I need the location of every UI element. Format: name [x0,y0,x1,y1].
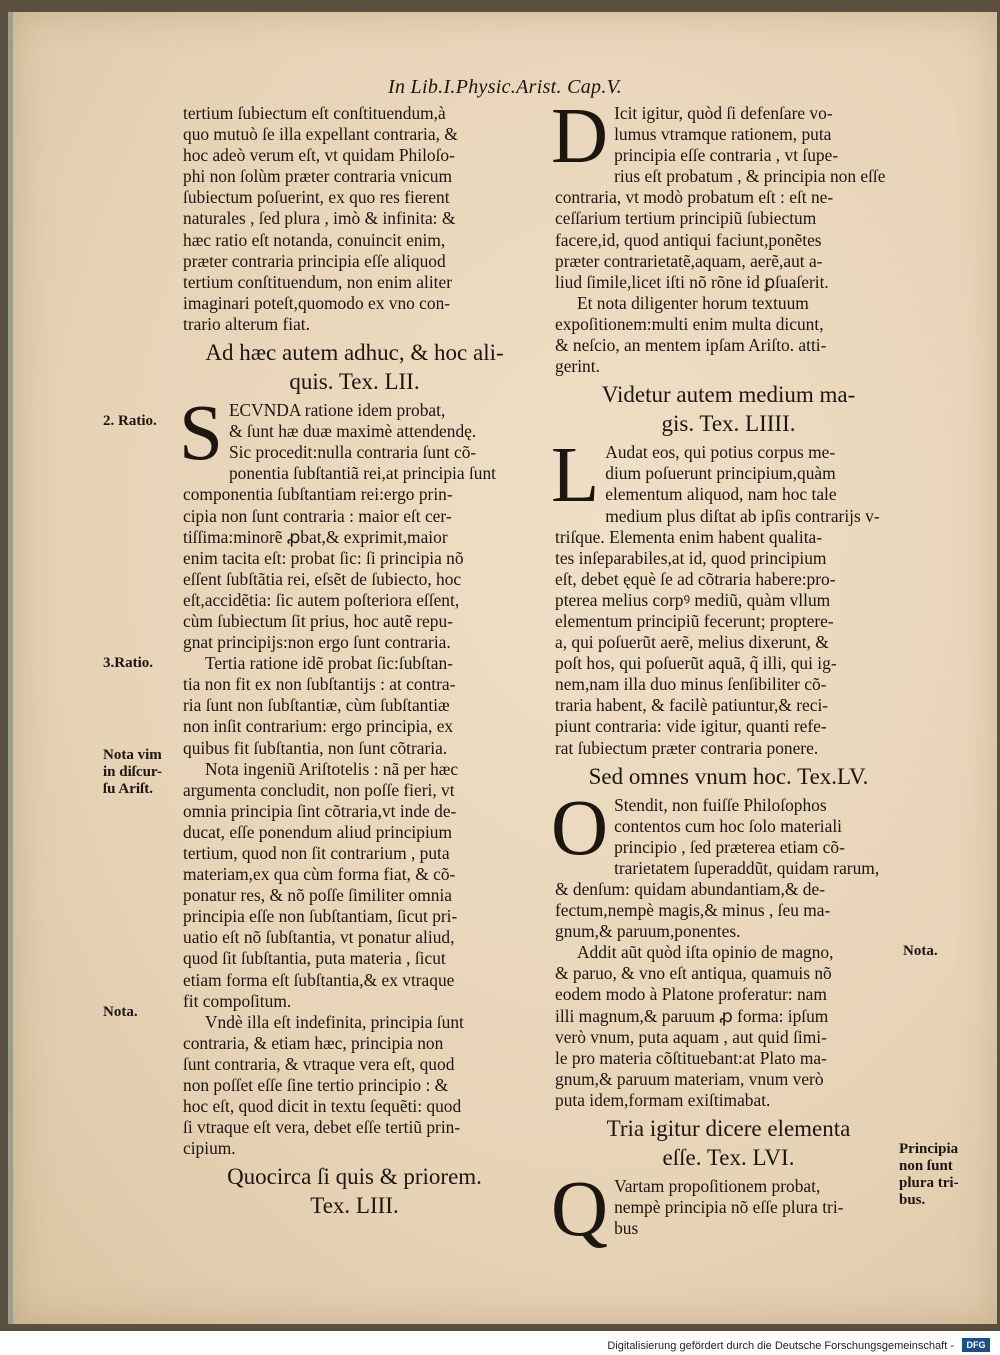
footer-credit: Digitalisierung gefördert durch die Deutsche Forschungsgemeinschaft - [607,1340,954,1352]
text-line: ſunt contraria, & vtraque vera eſt, quod [183,1053,455,1074]
text-line: Nota vim [103,747,162,763]
right-heading-3 [555,1114,902,1172]
text-line: cipia non ſunt contraria : maior eſt cer- [183,505,452,526]
right-para-6 [551,1166,902,1254]
text-line: tia non fit ex non ſubſtantijs : at contra- [183,674,456,695]
text-line: verò vnum, puta aquam , aut quid ſimi- [555,1026,827,1047]
text-line: nempè principia nõ eſſe plura tri- [614,1197,844,1218]
text-line: eſſent ſubſtãtia rei, eſsẽt de ſubiecto, hoc [183,568,462,589]
margin-note-nota-vim [103,747,162,798]
text-line: principia eſſe contraria , vt ſupe- [614,145,839,166]
text-line: lumus vtramque rationem, puta [614,124,832,145]
dropcap-l: L [551,432,600,520]
text-line: gnum,& paruum materiam, vnum verò [555,1068,824,1089]
left-heading-2 [183,1162,526,1220]
text-line: tertium conſtituendum, non enim aliter [183,271,453,292]
text-line: imaginari poteſt,quomodo ex vno con- [183,292,451,313]
text-line: argumenta concludit, non poſſe fieri, vt [183,779,455,800]
text-line: naturales , ſed plura , imò & infinita: & [183,208,456,229]
text-line: ceſſarium tertium principiũ ſubiectum [555,208,817,229]
text-line: contentos cum hoc ſolo materiali [614,815,843,836]
text-line: gerint. [555,356,600,377]
text-line: Videtur autem medium ma- [601,382,856,408]
text-line: quibus fit ſubſtantia, non ſunt cõtraria. [183,737,448,758]
text-line: puta idem,formam exiſtimabat. [555,1089,771,1110]
text-line: tiſſima:minorẽ ꝓbat,& exprimit,maior [183,526,448,547]
text-line: in diſcur- [103,764,163,780]
text-line: Et nota diligenter horum textuum [577,292,809,313]
text-line: elementum aliquod, nam hoc tale [605,484,837,505]
text-line: ducat, eſſe ponendum aliud principium [183,821,453,842]
text-line: uatio eſt nõ ſubſtantia, vt ponatur aliud, [183,927,455,948]
text-line: non poſſet eſſe ſine tertio principio : & [183,1075,449,1096]
text-line: plura tri- [899,1175,959,1191]
left-heading-1 [183,338,526,396]
text-line: Icit igitur, quòd ſi defenſare vo- [614,103,833,123]
text-line: hoc eſt, quod dicit in textu ſequẽti: quod [183,1096,462,1117]
text-line: omnia principia ſint cõtraria,vt inde de- [183,800,457,821]
text-line: principio , ſed præterea etiam cõ- [614,836,845,857]
text-line: componentia ſubſtantiam rei:ergo prin- [183,484,453,505]
margin-note-nota-right: Nota. [903,943,938,959]
left-para-2-text [183,400,526,653]
text-line: eſt,accidẽtia: ſic autem poſteriora eſſent, [183,589,460,610]
text-line: etiam forma eſt ſubſtantia,& ex vtraque [183,969,455,990]
text-line: a, qui poſuerũt aerẽ, melius dixerunt, & [555,632,829,653]
right-para-3 [551,432,902,758]
text-line: ſubiectum poſuerint, ex quo res fierent [183,187,450,208]
text-line: & neſcio, an mentem ipſam Ariſto. atti- [555,335,827,356]
text-line: Ad hæc autem adhuc, & hoc ali- [205,340,504,366]
right-column [551,93,902,1254]
text-line: enim tacita eſt: probat ſic: ſi principia nõ [183,547,464,568]
dfg-logo: DFG [962,1338,990,1352]
text-line: hæc ratio eſt notanda, conuincit enim, [183,229,446,250]
text-line: non ſunt [899,1158,953,1174]
text-line: quod ſit ſubſtantia, puta materia , ſicut [183,948,446,969]
left-para-5 [183,1012,526,1160]
text-line: illi magnum,& paruum ꝓ forma: ipſum [555,1005,829,1026]
right-para-1 [551,93,902,293]
left-para-1 [183,103,526,335]
running-head: In Lib.I.Physic.Arist. Cap.V. [388,76,622,98]
text-line: quo mutuò ſe illa expellant contraria, & [183,124,458,145]
text-line: ſi vtraque eſt vera, debet eſſe tertiũ prin- [183,1117,461,1138]
text-line: traria habent, & facilè patiuntur,& reci- [555,695,829,716]
right-para-5 [555,942,902,1111]
text-line: gis. Tex. LIIII. [661,411,796,437]
right-para-3-text [555,442,902,758]
text-line: Addit aũt quòd iſta opinio de magno, [577,942,834,963]
text-line: contraria, & etiam hæc, principia non [183,1032,444,1053]
dropcap-s: S [179,390,223,478]
text-line: poſt hos, qui poſuerũt aquã, q̃ illi, qui ig- [555,653,837,674]
text-line: pterea melius corpꝰ mediũ, quàm vllum [555,589,831,610]
text-line: tertium ſubiectum eſt conſtituendum,à [183,103,446,123]
text-line: trarietatem ſuperaddũt, quidam rarum, [614,857,880,878]
dropcap-o: O [551,784,609,872]
text-line: Tex. LIII. [310,1193,399,1219]
text-line: Nota ingeniũ Ariſtotelis : nã per hæc [205,758,459,779]
text-line: cùm ſubiectum ſit prius, hoc autẽ repu- [183,610,453,631]
text-line: bus. [899,1192,926,1208]
text-line: principia eſſe non ſubſtantiam, ſicut pri- [183,906,458,927]
text-line: expoſitionem:multi enim multa dicunt, [555,313,824,334]
right-para-4 [551,784,902,943]
text-line: Principia [899,1141,959,1157]
text-line: ſu Ariſt. [103,781,154,797]
margin-note-principia [899,1141,959,1209]
dropcap-q: Q [551,1166,609,1254]
text-line: facere,id, quod antiqui faciunt,ponẽtes [555,229,822,250]
text-line: ponentia ſubſtantiã rei,at principia ſunt [228,463,496,484]
text-line: non inſit contrarium: ergo principia, ex [183,716,454,737]
right-para-2 [555,293,902,377]
left-para-3 [183,653,526,758]
margin-note-ratio-3: 3.Ratio. [103,655,153,671]
left-column [179,103,526,1224]
text-line: præter contrarietatẽ,aquam, aerẽ,aut a- [555,250,823,271]
text-line: piunt contraria: vide igitur, quanti refe- [555,716,827,737]
text-line: Sed omnes vnum hoc. Tex.LV. [588,763,869,789]
text-line: elementum principiũ fecerunt; proptere- [555,610,834,631]
text-line: rius eſt probatum , & principia non eſſe [614,166,886,187]
text-line: Audat eos, qui potius corpus me- [605,442,836,463]
text-line: materiam,ex qua cùm forma fiat, & cõ- [183,864,456,885]
text-line: contraria, vt modò probatum eſt : eſt ne- [555,187,834,208]
text-line: gnum,& paruum,ponentes. [555,921,741,942]
text-line: ria ſunt non ſubſtantiæ, cùm ſubſtantiæ [183,695,450,716]
text-line: tes inſeparabiles,at id, quod principium [555,547,827,568]
text-line: rat ſubiectum præter contraria ponere. [555,737,819,758]
text-line: Vartam propoſitionem probat, [614,1176,821,1197]
text-line: eſſe. Tex. LVI. [662,1145,795,1171]
text-line: ponatur res, & nõ poſſe ſimiliter omnia [183,885,453,906]
text-line: Quocirca ſi quis & priorem. [227,1164,482,1190]
text-line: & ſunt hæ duæ maximè attendendę. [228,421,477,442]
left-para-2 [179,390,526,653]
text-line: tertium, quod non ſit contrarium , puta [183,843,450,863]
text-line: & paruo, & vno eſt antiqua, quamuis nõ [555,963,832,984]
text-line: phi non ſolùm præter contraria vnicum [183,166,453,187]
text-line: bus [614,1218,639,1239]
text-line: & denſum: quidam abundantiam,& de- [555,879,825,899]
text-line: hoc adeò verum eſt, vt quidam Philoſo- [183,145,455,166]
text-line: fectum,nempè magis,& minus , ſeu ma- [555,900,831,921]
left-para-4 [183,759,526,1012]
text-line: eſt, debet ęquè ſe ad cõtraria habere:pro- [555,568,836,589]
text-line: fit compoſitum. [183,990,292,1011]
text-line: eodem modo à Platone proferatur: nam [555,984,827,1005]
text-line: nem,nam illa duo minus ſenſibiliter cõ- [555,674,827,695]
text-line: Tertia ratione idẽ probat ſic:ſubſtan- [205,653,453,674]
text-line: gnat principijs:non ergo ſunt contraria. [183,632,451,653]
text-line: præter contraria principia eſſe aliquod [183,250,446,271]
text-line: medium plus diſtat ab ipſis contrarijs v- [605,505,880,526]
text-line: quis. Tex. LII. [289,369,420,395]
text-line: Stendit, non fuiſſe Philoſophos [614,794,827,815]
margin-note-ratio-2: 2. Ratio. [103,413,157,429]
text-line: Sic procedit:nulla contraria ſunt cõ- [228,442,477,463]
text-line: ECVNDA ratione idem probat, [228,400,446,421]
right-heading-1 [555,380,902,438]
text-line: le pro materia cõſtituebant:at Plato ma- [555,1047,827,1068]
margin-note-nota-left: Nota. [103,1004,138,1020]
text-line: cipium. [183,1138,236,1159]
text-line: Vndè illa eſt indefinita, principia ſunt [205,1011,464,1032]
text-line: liud ſimile,licet iſti nõ rõne id ꝑſuaſerit. [555,271,829,292]
text-line: dium poſuerunt principium,quàm [605,463,836,484]
text-line: triſque. Elementa enim habent qualita- [555,526,823,547]
text-line: Tria igitur dicere elementa [606,1116,851,1142]
dropcap-d: D [551,93,609,180]
text-line: trario alterum fiat. [183,313,310,334]
